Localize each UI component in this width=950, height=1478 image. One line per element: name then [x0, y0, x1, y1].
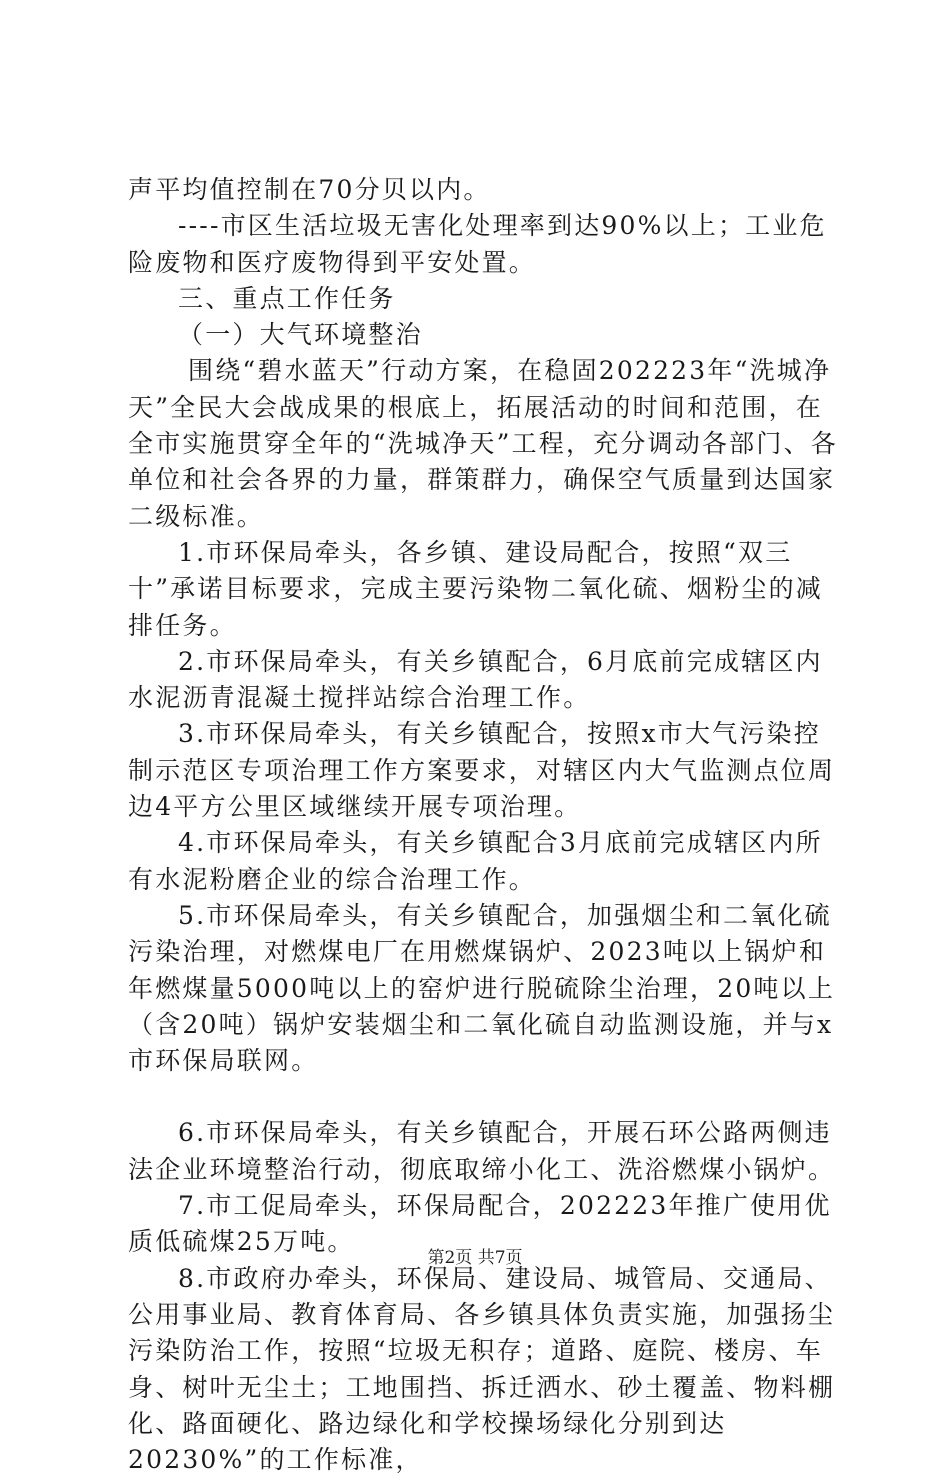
task-item-7: 7.市工促局牵头，环保局配合，202223年推广使用优质低硫煤25万吨。 — [128, 1191, 832, 1257]
paragraph-waste-treatment: ----市区生活垃圾无害化处理率到达90%以上；工业危险废物和医疗废物得到平安处置。 — [128, 211, 827, 277]
paragraph-gap — [128, 1079, 848, 1115]
task-item-8: 8.市政府办牵头，环保局、建设局、城管局、交通局、公用事业局、教育体育局、各乡镇具体负责实施，加强扬尘污染防治工作，按照“垃圾无积存；道路、庭院、楼房、车身、树叶无尘土；工地围挡、拆迁洒水、砂土覆盖、物料棚化、路面硬化、路边绿化和学校操场绿化分别到达20230%”的工作标准， — [128, 1263, 836, 1475]
subsection-heading-air: （一）大气环境整治 — [178, 320, 423, 350]
task-item-4: 4.市环保局牵头，有关乡镇配合3月底前完成辖区内所有水泥粉磨企业的综合治理工作。 — [128, 828, 823, 894]
page-footer: 第2页 共7页 — [427, 1248, 523, 1268]
paragraph-noise-limit: 声平均值控制在70分贝以内。 — [128, 175, 491, 204]
task-item-5: 5.市环保局牵头，有关乡镇配合，加强烟尘和二氧化硫污染治理，对燃煤电厂在用燃煤锅炉、2023吨以上锅炉和年燃煤量5000吨以上的窑炉进行脱硫除尘治理，20吨以上（含20吨）锅炉安装烟尘和二氧化硫自动监测设施，并与x市环保局联网。 — [128, 900, 836, 1076]
task-item-3: 3.市环保局牵头，有关乡镇配合，按照x市大气污染控制示范区专项治理工作方案要求，对辖区内大气监测点位周边4平方公里区域继续开展专项治理。 — [128, 719, 836, 822]
document-body — [128, 172, 848, 1478]
paragraph-air-intro: 围绕“碧水蓝天”行动方案，在稳固202223年“洗城净天”全民大会战成果的根底上，拓展活动的时间和范围，在全市实施贯穿全年的“洗城净天”工程，充分调动各部门、各单位和社会各界的力量，群策群力，确保空气质量到达国家二级标准。 — [128, 356, 838, 531]
task-item-1: 1.市环保局牵头，各乡镇、建设局配合，按照“双三十”承诺目标要求，完成主要污染物二氧化硫、烟粉尘的减排任务。 — [128, 537, 823, 640]
task-item-6: 6.市环保局牵头，有关乡镇配合，开展石环公路两侧违法企业环境整治行动，彻底取缔小化工、洗浴燃煤小锅炉。 — [128, 1118, 836, 1184]
section-heading-key-tasks: 三、重点工作任务 — [178, 283, 396, 313]
task-item-2: 2.市环保局牵头，有关乡镇配合，6月底前完成辖区内水泥沥青混凝土搅拌站综合治理工作。 — [128, 646, 823, 713]
